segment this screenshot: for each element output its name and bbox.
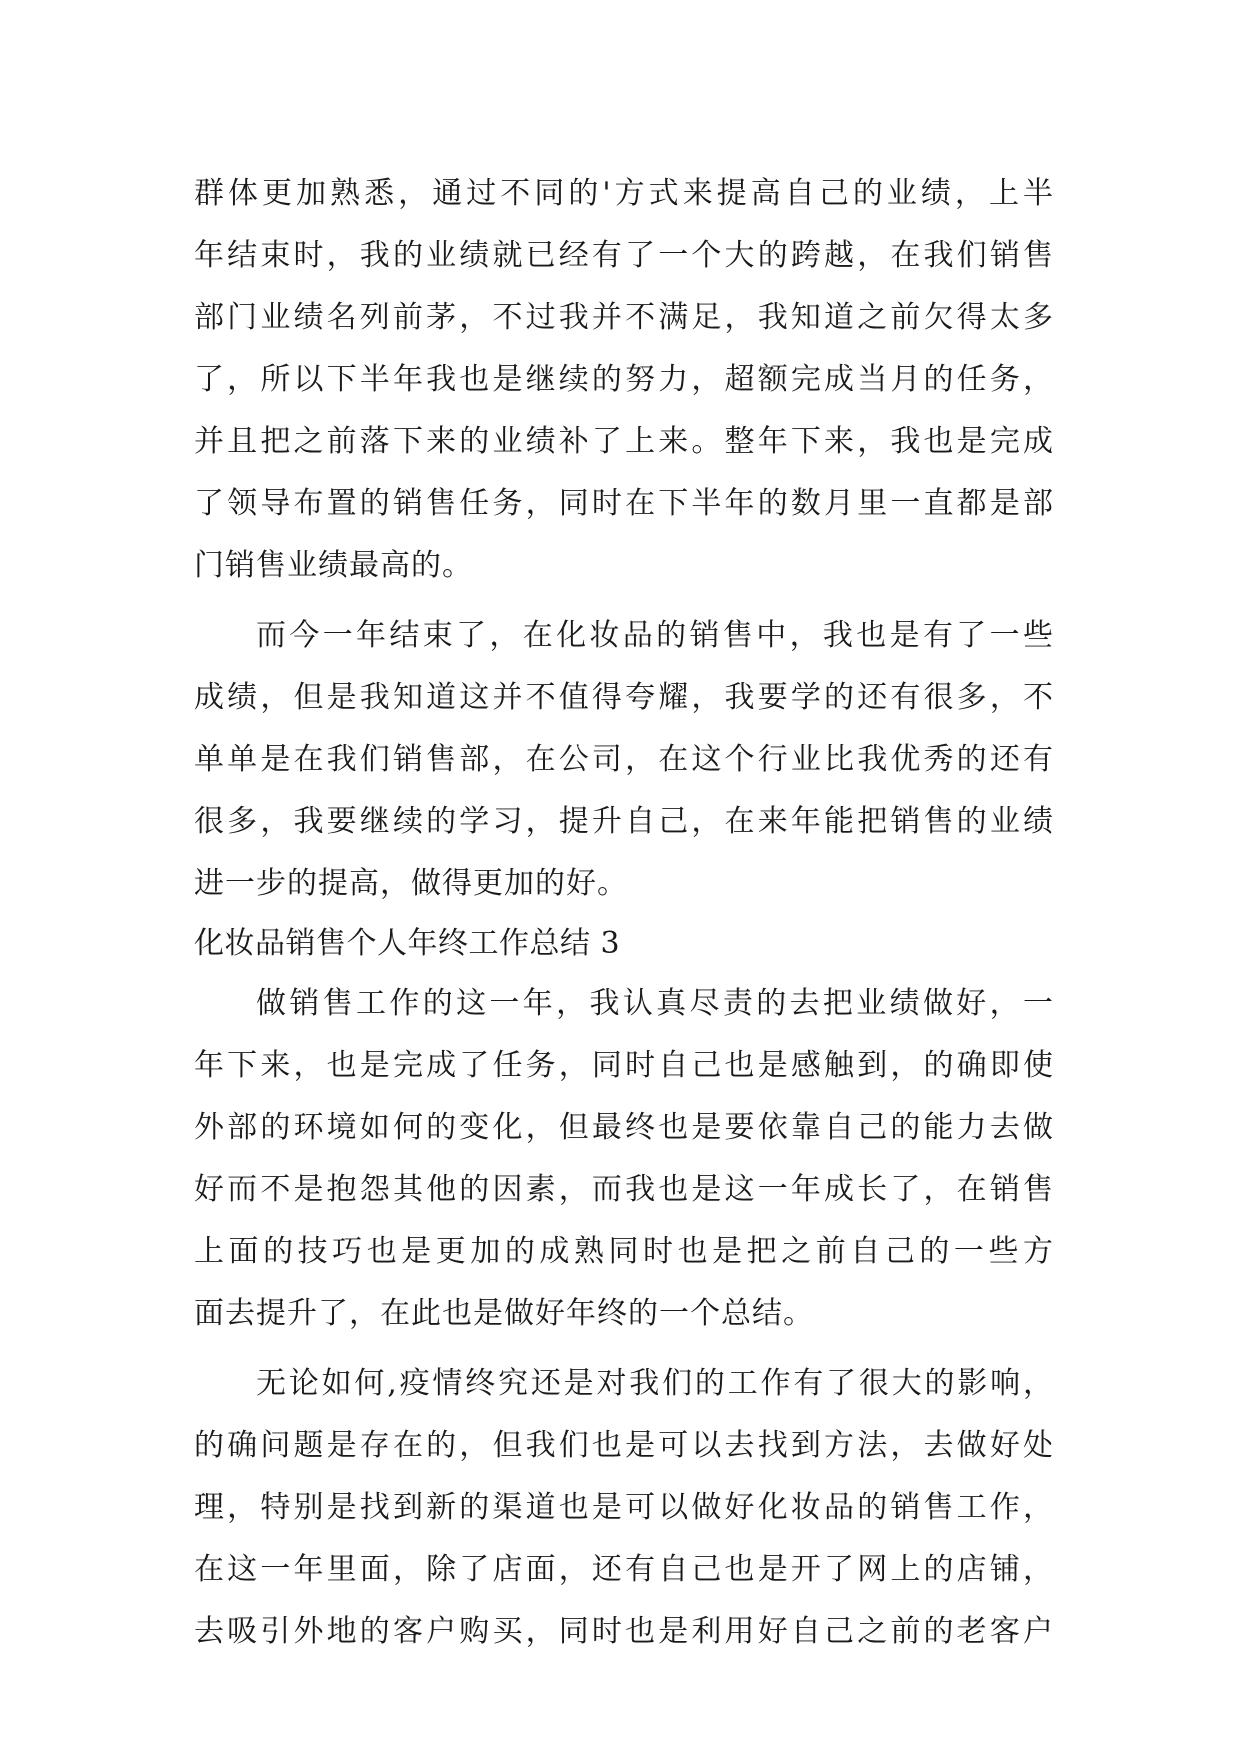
text-line: 好而不是抱怨其他的因素，而我也是这一年成长了，在销售 [194,1172,1054,1207]
paragraph-3 [194,973,1054,1345]
text-line: 群体更加熟悉，通过不同的'方式来提高自己的业绩，上半 [194,176,1054,211]
paragraph-1 [194,163,1054,597]
text-line: 上面的技巧也是更加的成熟同时也是把之前自己的一些方 [194,1234,1054,1269]
text-line: 去吸引外地的客户购买，同时也是利用好自己之前的老客户 [194,1614,1054,1649]
section-heading: 化妆品销售个人年终工作总结 3 [194,926,621,961]
paragraph-4 [194,1353,1054,1663]
text-line: 的确问题是存在的，但我们也是可以去找到方法，去做好处 [194,1428,1054,1463]
text-line: 年下来，也是完成了任务，同时自己也是感触到，的确即使 [194,1048,1054,1083]
text-line: 理，特别是找到新的渠道也是可以做好化妆品的销售工作， [194,1490,1054,1525]
paragraph-2 [194,605,1054,915]
text-line: 年结束时，我的业绩就已经有了一个大的跨越，在我们销售 [194,238,1054,273]
text-line: 了，所以下半年我也是继续的努力，超额完成当月的任务， [194,362,1054,397]
document-body [194,163,1054,1663]
text-line: 在这一年里面，除了店面，还有自己也是开了网上的店铺， [194,1552,1054,1587]
text-line: 单单是在我们销售部，在公司，在这个行业比我优秀的还有 [194,742,1054,777]
text-line: 面去提升了，在此也是做好年终的一个总结。 [194,1296,814,1331]
paragraph-gap [194,1345,1054,1353]
text-line: 部门业绩名列前茅，不过我并不满足，我知道之前欠得太多 [194,300,1054,335]
text-line: 很多，我要继续的学习，提升自己，在来年能把销售的业绩 [194,804,1054,839]
text-line: 进一步的提高，做得更加的好。 [194,866,628,901]
paragraph-gap [194,597,1054,605]
text-line: 成绩，但是我知道这并不值得夸耀，我要学的还有很多，不 [194,680,1054,715]
text-line: 外部的环境如何的变化，但最终也是要依靠自己的能力去做 [194,1110,1054,1145]
text-line: 了领导布置的销售任务，同时在下半年的数月里一直都是部 [194,486,1054,521]
text-line: 无论如何,疫情终究还是对我们的工作有了很大的影响， [256,1366,1054,1401]
text-line: 做销售工作的这一年，我认真尽责的去把业绩做好，一 [256,986,1054,1021]
text-line: 而今一年结束了，在化妆品的销售中，我也是有了一些 [256,618,1054,653]
text-line: 门销售业绩最高的。 [194,548,473,583]
text-line: 并且把之前落下来的业绩补了上来。整年下来，我也是完成 [194,424,1054,459]
